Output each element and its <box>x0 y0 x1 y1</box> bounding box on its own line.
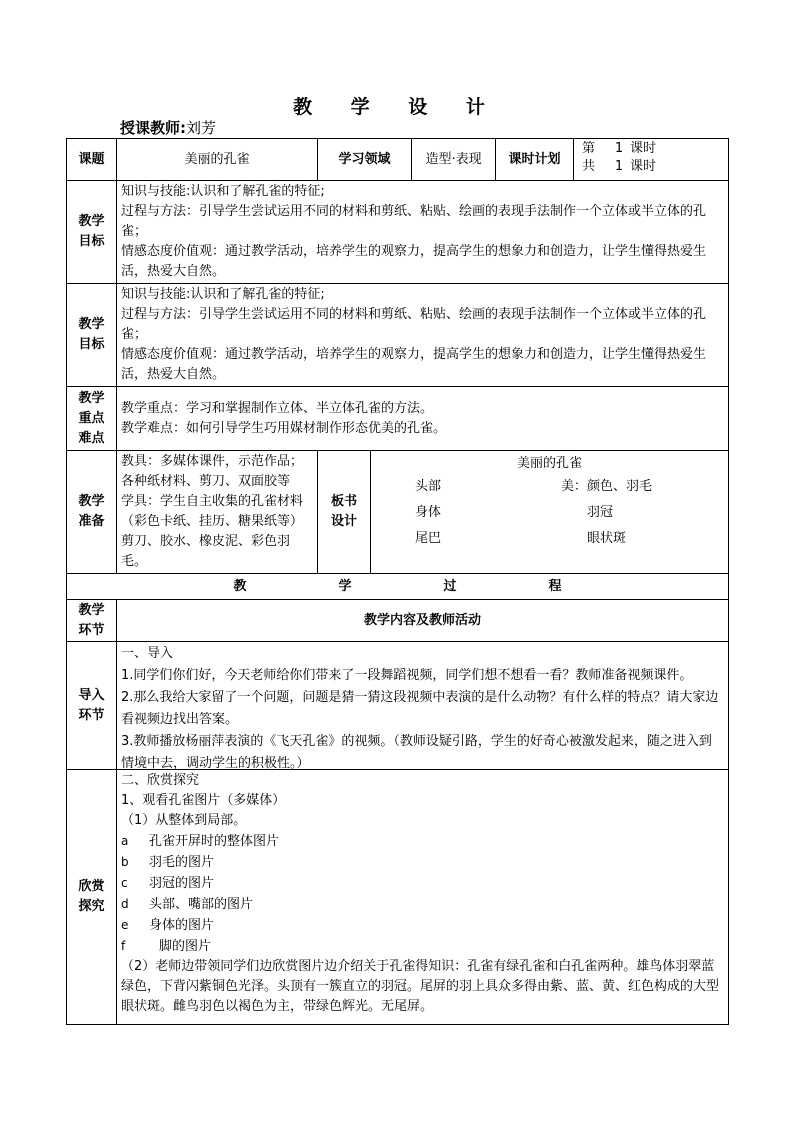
lesson-table <box>66 138 729 1025</box>
goals-line: 情感态度价值观：通过教学活动，培养学生的观察力，提高学生的想象力和创造力，让学生懂得热爱生活，热爱大自然。 <box>121 347 707 382</box>
intro-content <box>117 642 729 770</box>
appreciate-paragraph: （2）老师边带领同学们边欣赏图片边介绍关于孔雀得知识：孔雀有绿孔雀和白孔雀两种。雄鸟体羽翠蓝绿色，下背闪紫铜色光泽。头顶有一簇直立的羽冠。尾屏的羽上具众多得由紫、蓝、黄、红色构成的大型眼状斑。雌鸟羽色以褐色为主，带绿色辉光。无尾屏。 <box>121 959 720 1014</box>
board-label: 板书 设计 <box>318 451 371 574</box>
period-line-2: 共 1 课时 <box>582 159 657 174</box>
field-label: 学习领域 <box>318 139 412 181</box>
goals-line: 知识与技能:认识和了解孔雀的特征; <box>121 287 325 302</box>
prep-line: 学具：学生自主收集的孔雀材料（彩色卡纸、挂历、糖果纸等）剪刀、胶水、橡皮泥、彩色羽毛。 <box>121 494 304 569</box>
goals-line: 知识与技能:认识和了解孔雀的特征; <box>121 184 325 199</box>
topic-label: 课题 <box>67 139 117 181</box>
period-line-1: 第 1 课时 <box>582 141 657 156</box>
board-row: 身体 羽冠 <box>415 505 614 520</box>
plan-label: 课时计划 <box>496 139 574 181</box>
field-value: 造型·表现 <box>412 139 496 181</box>
goals-line: 过程与方法：引导学生尝试运用不同的材料和剪纸、粘贴、绘画的表现手法制作一个立体或半立体的孔雀； <box>121 307 707 342</box>
keypoints-label: 教学 重点 难点 <box>67 387 117 451</box>
goals-label-1: 教学 目标 <box>67 181 117 284</box>
goals-line: 情感态度价值观：通过教学活动，培养学生的观察力，提高学生的想象力和创造力，让学生懂得热爱生活，热爱大自然。 <box>121 244 707 279</box>
teacher-label: 授课教师: <box>120 119 186 137</box>
appreciate-line: 二、欣赏探究 <box>121 773 200 788</box>
period-cell <box>574 139 729 181</box>
appreciate-line: （1）从整体到局部。 <box>121 813 247 828</box>
board-content <box>371 451 729 574</box>
appreciate-item: f 脚的图片 <box>121 939 212 954</box>
teacher-line <box>120 117 216 138</box>
appreciate-label: 欣赏 探究 <box>67 770 117 1025</box>
board-row: 头部 美：颜色、羽毛 <box>415 479 653 494</box>
prep-content <box>117 451 318 574</box>
prep-line: 教具：多媒体课件，示范作品；各种纸材料、剪刀、双面胶等 <box>121 454 304 489</box>
appreciate-line: 1、观看孔雀图片（多媒体） <box>121 793 286 808</box>
topic-value: 美丽的孔雀 <box>117 139 318 181</box>
intro-line: 3.教师播放杨丽萍表演的《飞天孔雀》的视频。（教师设疑引路，学生的好奇心被激发起来，随之进入到情境中去，调动学生的积极性。） <box>121 734 712 771</box>
goals-content-2 <box>117 284 729 387</box>
teacher-name: 刘芳 <box>186 119 217 137</box>
board-title: 美丽的孔雀 <box>517 456 583 471</box>
appreciate-item: b 羽毛的图片 <box>121 855 215 870</box>
board-row: 尾巴 眼状斑 <box>415 531 627 546</box>
appreciate-item: e 身体的图片 <box>121 918 215 933</box>
page-title: 教 学 设 计 <box>293 96 501 118</box>
keypoint-line: 教学重点：学习和掌握制作立体、半立体孔雀的方法。 <box>121 400 434 416</box>
appreciate-item: a 孔雀开屏时的整体图片 <box>121 834 280 849</box>
goals-line: 过程与方法：引导学生尝试运用不同的材料和剪纸、粘贴、绘画的表现手法制作一个立体或半立体的孔雀； <box>121 204 707 239</box>
content-header: 教学内容及教师活动 <box>117 600 729 642</box>
intro-line: 1.同学们你们好，今天老师给你们带来了一段舞蹈视频，同学们想不想看一看？教师准备视频课件。 <box>121 668 693 683</box>
intro-line: 一、导入 <box>121 646 174 661</box>
intro-label: 导入 环节 <box>67 642 117 770</box>
intro-line: 2.那么我给大家留了一个问题，问题是猜一猜这段视频中表演的是什么动物？有什么样的特点？请大家边看视频边找出答案。 <box>121 690 719 727</box>
appreciate-content <box>117 770 729 1025</box>
appreciate-item: d 头部、嘴部的图片 <box>121 897 254 912</box>
keypoints-content <box>117 387 729 451</box>
process-title: 教 学 过 程 <box>67 574 729 600</box>
keypoint-line: 教学难点：如何引导学生巧用媒材制作形态优美的孔雀。 <box>121 420 447 436</box>
step-label: 教学 环节 <box>67 600 117 642</box>
goals-content-1 <box>117 181 729 284</box>
appreciate-item: c 羽冠的图片 <box>121 876 215 891</box>
prep-label: 教学 准备 <box>67 451 117 574</box>
goals-label-2: 教学 目标 <box>67 284 117 387</box>
